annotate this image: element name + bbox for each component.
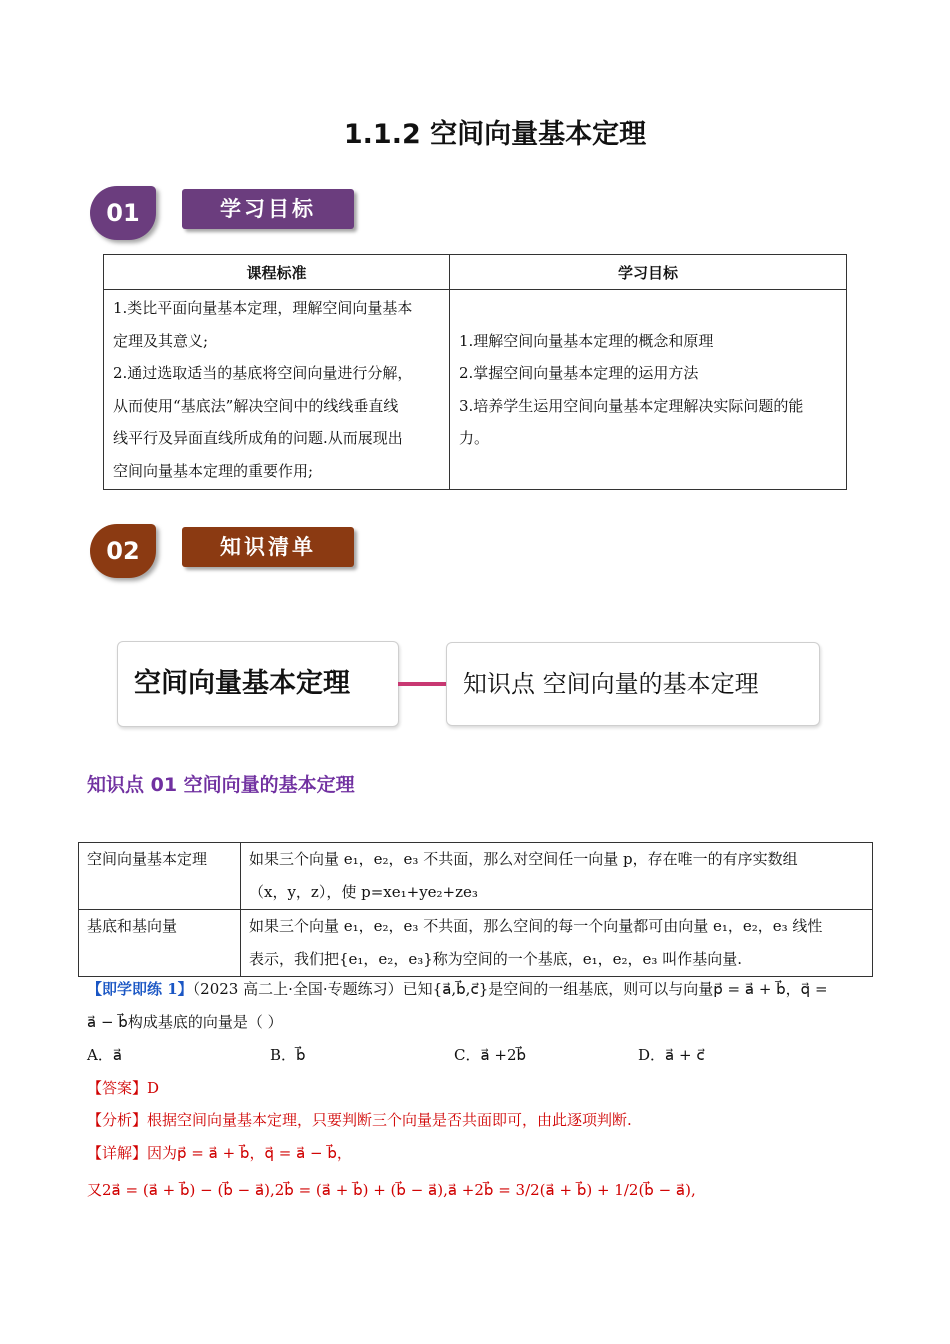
term-cell: 空间向量基本定理 bbox=[79, 843, 241, 910]
mindmap-child-node bbox=[446, 642, 820, 726]
goal-line: 1.理解空间向量基本定理的概念和原理 bbox=[459, 331, 714, 350]
definition-line: （x，y，z），使 p=xe₁+ye₂+ze₃ bbox=[249, 883, 478, 901]
table-header-standard: 课程标准 bbox=[104, 255, 450, 290]
standard-line: 2.通过选取适当的基底将空间向量进行分解， bbox=[113, 364, 413, 382]
standard-line: 从而使用“基底法”解决空间中的线线垂直线 bbox=[113, 396, 399, 415]
table-row bbox=[79, 910, 873, 977]
standard-line: 线平行及异面直线所成角的问题.从而展现出 bbox=[113, 429, 403, 447]
table-row bbox=[79, 843, 873, 910]
knowledge-table bbox=[78, 842, 873, 977]
mindmap-root-label: 空间向量基本定理 bbox=[134, 668, 350, 699]
section-number-badge: 02 bbox=[90, 524, 156, 578]
objectives-table bbox=[103, 254, 847, 490]
knowledge-point-title: 知识点 01 空间向量的基本定理 bbox=[87, 774, 355, 796]
mindmap-connector bbox=[398, 682, 446, 686]
definition-cell bbox=[241, 910, 873, 977]
mindmap-root-node bbox=[117, 641, 399, 727]
exercise-question-line1 bbox=[87, 979, 828, 999]
standard-line: 定理及其意义; bbox=[113, 331, 209, 350]
exercise-question-text: 已知{a⃗,b⃗,c⃗}是空间的一组基底，则可以与向量p⃗ = a⃗ + b⃗，q⃗ = bbox=[402, 980, 828, 998]
section-number-badge: 01 bbox=[90, 186, 156, 240]
answer-line: 【答案】D bbox=[87, 1079, 160, 1097]
detail-line: 【详解】因为p⃗ = a⃗ + b⃗，q⃗ = a⃗ − b⃗， bbox=[87, 1144, 352, 1162]
detail-line-2: 又2a⃗ = (a⃗ + b⃗) − (b⃗ − a⃗),2b⃗ = (a⃗ + b⃗) + (b⃗ − a⃗),a⃗ +2b⃗ = 3/2(a⃗ + b⃗) + 1/2(b⃗ − a⃗), bbox=[87, 1181, 696, 1199]
term-cell: 基底和基向量 bbox=[79, 910, 241, 977]
option-b: B．b⃗ bbox=[270, 1046, 306, 1064]
exercise-source: （2023 高二上·全国·专题练习） bbox=[192, 980, 403, 998]
section-label: 学习目标 bbox=[182, 189, 354, 229]
standard-line: 空间向量基本定理的重要作用; bbox=[113, 461, 314, 480]
section-label: 知识清单 bbox=[182, 527, 354, 567]
option-d: D．a⃗ + c⃗ bbox=[638, 1046, 705, 1064]
goal-line: 3.培养学生运用空间向量基本定理解决实际问题的能 bbox=[459, 396, 804, 415]
option-c: C．a⃗ +2b⃗ bbox=[454, 1046, 527, 1064]
analysis-line: 【分析】根据空间向量基本定理，只要判断三个向量是否共面即可，由此逐项判断. bbox=[87, 1111, 632, 1129]
page-title: 1.1.2 空间向量基本定理 bbox=[343, 119, 647, 150]
standard-line: 1.类比平面向量基本定理，理解空间向量基本 bbox=[113, 299, 413, 317]
table-header-goal: 学习目标 bbox=[450, 255, 847, 290]
exercise-tag: 【即学即练 1】 bbox=[87, 980, 193, 998]
definition-line: 表示，我们把{e₁，e₂，e₃}称为空间的一个基底，e₁，e₂，e₃ 叫作基向量. bbox=[249, 950, 742, 968]
goal-line: 2.掌握空间向量基本定理的运用方法 bbox=[459, 364, 699, 382]
standard-cell bbox=[104, 290, 450, 490]
definition-line: 如果三个向量 e₁，e₂，e₃ 不共面，那么空间的每一个向量都可由向量 e₁，e₂，e₃ 线性 bbox=[249, 917, 823, 935]
goal-cell bbox=[450, 290, 847, 490]
exercise-question-line2: a⃗ − b⃗构成基底的向量是（ ） bbox=[87, 1013, 283, 1031]
definition-line: 如果三个向量 e₁，e₂，e₃ 不共面，那么对空间任一向量 p，存在唯一的有序实数组 bbox=[249, 850, 798, 868]
definition-cell bbox=[241, 843, 873, 910]
option-a: A．a⃗ bbox=[87, 1046, 123, 1064]
mindmap-child-label: 知识点 空间向量的基本定理 bbox=[463, 670, 759, 698]
goal-line: 力。 bbox=[459, 429, 490, 447]
